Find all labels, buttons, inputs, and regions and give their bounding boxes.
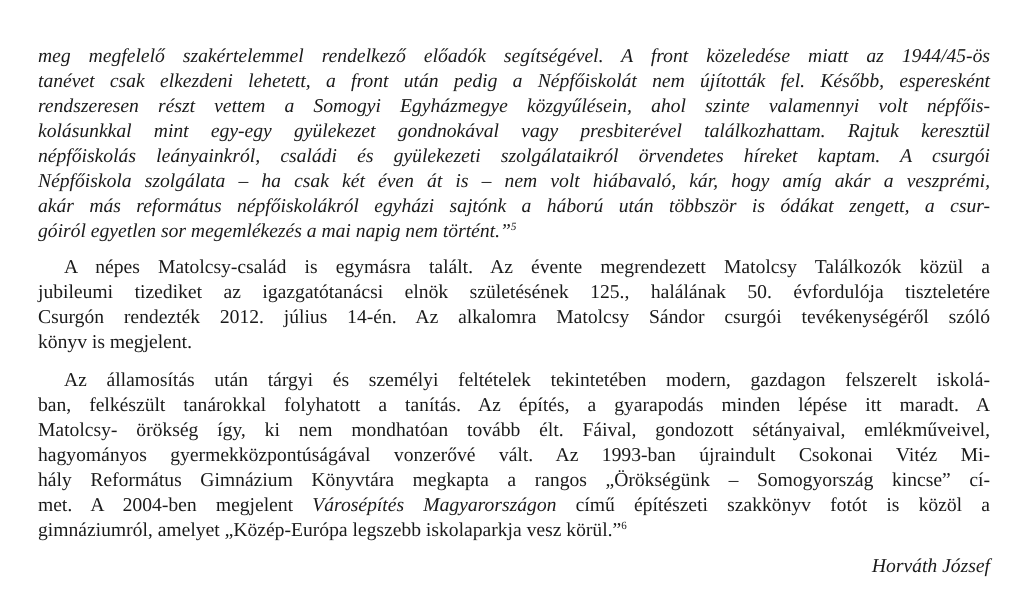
quote-last-line xyxy=(38,221,990,244)
paragraph-line: ban, felkészült tanárokkal folyhatott a tanítás. Az építés, a gyarapodás minden lépése itt maradt. A xyxy=(38,395,990,416)
paragraph-line: könyv is megjelent. xyxy=(38,332,193,353)
author-signature: Horváth József xyxy=(871,556,990,577)
line-text: met. A 2004-ben megjelent xyxy=(38,495,313,516)
paragraph-last-line xyxy=(38,520,990,543)
paragraph-line: A népes Matolcsy-család is egymásra talált. Az évente megrendezett Matolcsy Találkozók közül a xyxy=(64,257,990,278)
quote-line: népfőiskolás leányainkról, családi és gyülekezeti szolgálataikról örvendetes híreket kaptam. A csurgói xyxy=(38,146,990,167)
line-text: gimnáziumról, amelyet „Közép-Európa legszebb iskolaparkja vesz körül.” xyxy=(38,520,622,541)
quote-line: rendszeresen részt vettem a Somogyi Egyházmegye közgyűlésein, ahol szinte valamennyi volt népfőis- xyxy=(38,96,990,117)
footnote-marker: 6 xyxy=(621,520,627,532)
paragraph-line: Matolcsy- örökség így, ki nem mondhatóan tovább élt. Fáival, gondozott sétányaival, emlékműveivel, xyxy=(38,420,990,441)
paragraph-line: Az államosítás után tárgyi és személyi feltételek tekintetében modern, gazdagon felszerelt iskolá- xyxy=(64,370,990,391)
quote-line: kolásunkkal mint egy-egy gyülekezet gondnokával vagy presbiterével találkozhattam. Rajtuk keresztül xyxy=(38,121,990,142)
paragraph-line: jubileumi tizediket az igazgatótanácsi elnök születésének 125., halálának 50. évfordulója tiszteletére xyxy=(38,282,990,303)
quote-line: Népfőiskola szolgálata – ha csak két éven át is – nem volt hiábavaló, kár, hogy amíg akár a veszprémi, xyxy=(38,171,990,192)
book-title: Városépítés Magyarországon xyxy=(312,495,557,516)
quote-line: tanévet csak elkezdeni lehetett, a front után pedig a Népfőiskolát nem újították fel. Később, esperesként xyxy=(38,71,990,92)
footnote-marker: 5 xyxy=(510,221,517,233)
paragraph-line: hagyományos gyermekközpontúságával vonzerővé vált. Az 1993-ban újraindult Csokonai Vitéz Mi- xyxy=(38,445,990,466)
quote-line-text: góiról egyetlen sor megemlékezés a mai napig nem történt.” xyxy=(38,221,511,242)
paragraph-line: Csurgón rendezték 2012. július 14-én. Az alkalomra Matolcsy Sándor csurgói tevékenységéről szóló xyxy=(38,307,990,328)
line-text: című építészeti szakkönyv fotót is közöl a xyxy=(556,495,991,516)
quote-line: akár más református népfőiskolákról egyházi sajtónk a háború után többször is ódákat zengett, a csur- xyxy=(38,196,990,217)
paragraph-line: hály Református Gimnázium Könyvtára megkapta a rangos „Örökségünk – Somogyország kincse” cí- xyxy=(38,470,990,491)
quote-line: meg megfelelő szakértelemmel rendelkező előadók segítségével. A front közeledése miatt az 1944/45-ös xyxy=(38,46,990,67)
paragraph-line xyxy=(38,495,990,518)
